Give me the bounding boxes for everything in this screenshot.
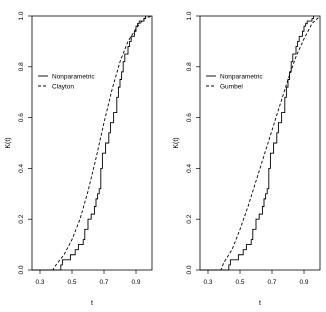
legend-label-clayton: Clayton xyxy=(52,83,75,91)
chart-panel-1 xyxy=(5,11,152,307)
y-axis-label: K(t) xyxy=(5,137,12,149)
x-tick-label: 0.5 xyxy=(67,279,77,286)
x-axis-label: t xyxy=(259,300,261,307)
y-tick-label: 0.6 xyxy=(186,113,193,123)
y-axis-label: K(t) xyxy=(173,137,180,149)
series-line-nonparametric xyxy=(32,16,146,270)
x-tick-label: 0.3 xyxy=(35,279,45,286)
y-tick-label: 0.8 xyxy=(186,62,193,72)
x-tick-label: 0.5 xyxy=(235,279,245,286)
x-tick-label: 0.9 xyxy=(299,279,309,286)
x-axis-label: t xyxy=(91,300,93,307)
y-tick-label: 0.2 xyxy=(186,214,193,224)
y-tick-label: 1.0 xyxy=(186,11,193,21)
y-tick-label: 0.8 xyxy=(18,62,25,72)
y-tick-label: 0.6 xyxy=(18,113,25,123)
y-tick-label: 1.0 xyxy=(18,11,25,21)
y-tick-label: 0.2 xyxy=(18,214,25,224)
x-tick-label: 0.7 xyxy=(267,279,277,286)
x-tick-label: 0.9 xyxy=(131,279,141,286)
series-line-gumbel xyxy=(200,16,320,270)
y-tick-label: 0.4 xyxy=(186,163,193,173)
y-tick-label: 0.4 xyxy=(18,163,25,173)
legend-label-nonparametric: Nonparametric xyxy=(220,73,263,81)
legend-label-nonparametric: Nonparametric xyxy=(52,73,95,81)
legend-label-gumbel: Gumbel xyxy=(220,83,243,91)
series-line-nonparametric xyxy=(200,16,314,270)
y-tick-label: 0.0 xyxy=(186,265,193,275)
x-tick-label: 0.3 xyxy=(203,279,213,286)
chart-panel-2 xyxy=(173,11,320,307)
y-tick-label: 0.0 xyxy=(18,265,25,275)
x-tick-label: 0.7 xyxy=(99,279,109,286)
series-line-clayton xyxy=(32,16,152,270)
plot-frame xyxy=(32,16,152,270)
plot-frame xyxy=(200,16,320,270)
